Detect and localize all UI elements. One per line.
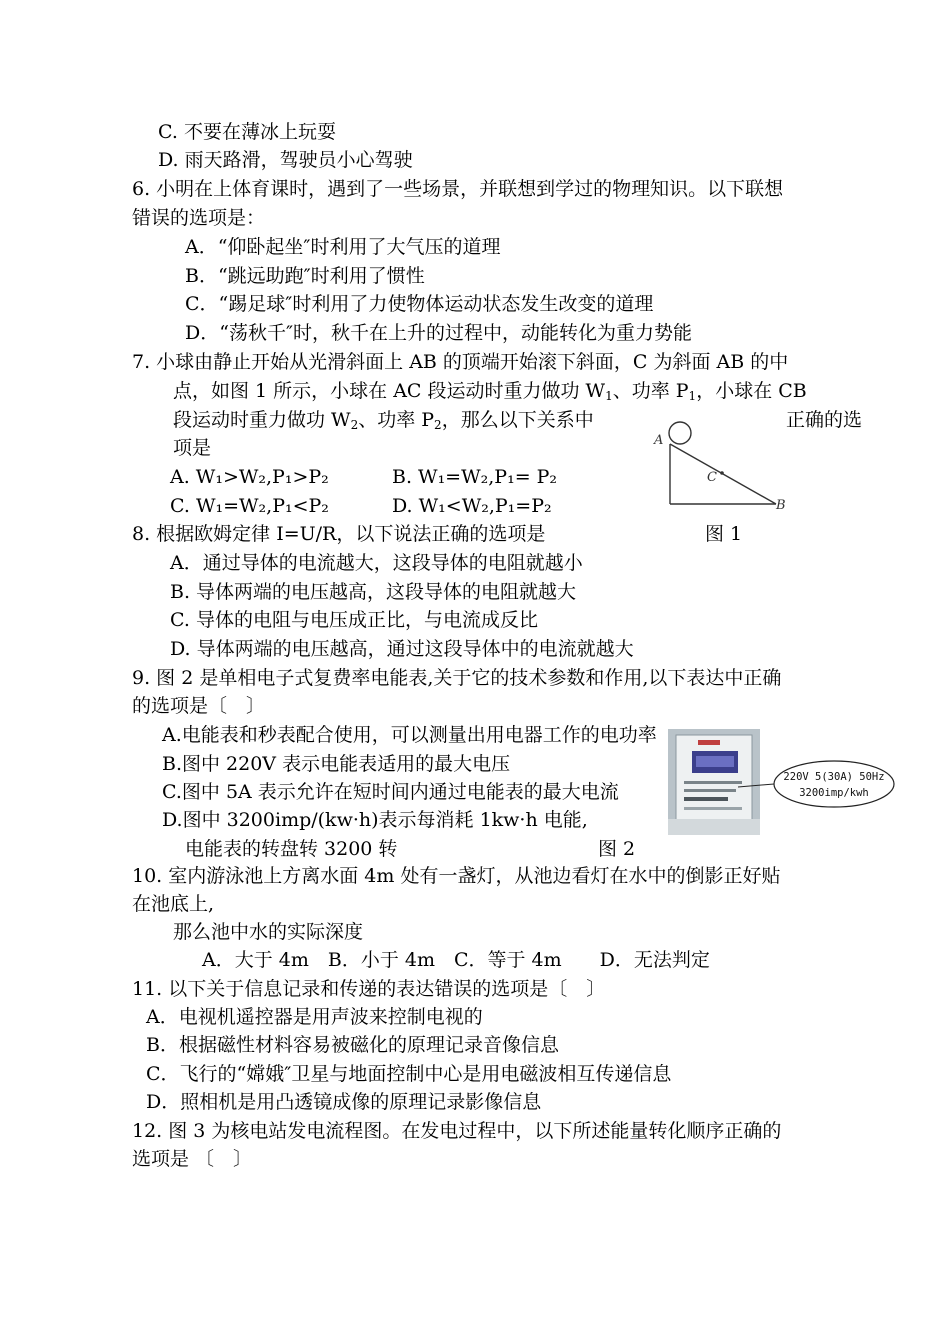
q12-stem-line2: 选项是 〔 〕 — [132, 1148, 253, 1170]
q11-stem: 11. 以下关于信息记录和传递的表达错误的选项是〔 〕 — [132, 978, 606, 1000]
q6-stem-line2: 错误的选项是： — [132, 207, 266, 229]
q5-option-c: C. 不要在薄冰上玩耍 — [158, 121, 336, 143]
meter-spec-line2: 3200imp/kwh — [799, 787, 869, 799]
q6-option-d: D．“荡秋千″时，秋千在上升的过程中，动能转化为重力势能 — [185, 322, 693, 344]
q7-option-c: C. W₁=W₂,P₁<P₂ — [170, 495, 329, 517]
q6-option-c: C．“踢足球″时利用了力使物体运动状态发生改变的道理 — [185, 293, 654, 315]
spec-callout-ellipse — [774, 761, 894, 807]
q9-option-c: C.图中 5A 表示允许在短时间内通过电能表的最大电流 — [162, 781, 619, 803]
q6-option-a: A．“仰卧起坐″时利用了大气压的道理 — [185, 236, 501, 258]
ball-icon — [669, 422, 691, 444]
q10-stem-line1: 10. 室内游泳池上方离水面 4m 处有一盏灯，从池边看灯在水中的倒影正好贴 — [132, 865, 781, 887]
q8-option-d: D. 导体两端的电压越高，通过这段导体中的电流就越大 — [170, 638, 634, 660]
label-a: A — [654, 433, 664, 448]
q8-stem: 8. 根据欧姆定律 I=U/R，以下说法正确的选项是 — [132, 523, 546, 545]
q7-option-a: A. W₁>W₂,P₁>P₂ — [170, 466, 329, 488]
midpoint-c-dot — [720, 471, 724, 475]
q11-option-c: C．飞行的“嫦娥″卫星与地面控制中心是用电磁波相互传递信息 — [146, 1063, 672, 1085]
q7-stem-line3: 段运动时重力做功 $W_2$、功率 $P_2$，那么以下关系中 — [173, 409, 594, 432]
q6-stem-line1: 6. 小明在上体育课时，遇到了一些场景，并联想到学过的物理知识。以下联想 — [132, 178, 784, 200]
meter-bottom-edge — [668, 819, 760, 835]
q8-option-c: C. 导体的电阻与电压成正比，与电流成反比 — [170, 609, 538, 631]
meter-text-row — [684, 807, 742, 810]
figure-1-incline — [650, 418, 800, 513]
q11-option-a: A．电视机遥控器是用声波来控制电视的 — [146, 1006, 483, 1028]
q7-stem-line1: 7. 小球由静止开始从光滑斜面上 AB 的顶端开始滚下斜面，C 为斜面 AB 的中 — [132, 351, 789, 373]
q9-stem-line1: 9. 图 2 是单相电子式复费率电能表,关于它的技术参数和作用,以下表达中正确 — [132, 667, 782, 689]
label-c: C — [707, 470, 717, 485]
q10-stem-line3: 那么池中水的实际深度 — [173, 921, 364, 943]
meter-lcd-digits — [696, 756, 734, 767]
q7-stem-line3-end: 正确的选 — [786, 409, 863, 431]
meter-text-row — [684, 789, 736, 792]
q10-stem-line2: 在池底上, — [132, 893, 215, 915]
q12-stem-line1: 12. 图 3 为核电站发电流程图。在发电过程中，以下所述能量转化顺序正确的 — [132, 1120, 782, 1142]
q10-options: A．大于 4m B．小于 4m C．等于 4m D．无法判定 — [202, 949, 710, 971]
q7-option-d: D. W₁<W₂,P₁=P₂ — [392, 495, 552, 517]
q9-option-a: A.电能表和秒表配合使用，可以测量出用电器工作的电功率 — [162, 724, 657, 746]
figure-1-caption: 图 1 — [705, 523, 743, 545]
meter-spec-line1: 220V 5(30A) 50Hz — [783, 771, 885, 783]
figure-2-caption: 图 2 — [598, 838, 636, 860]
meter-text-row — [684, 781, 742, 784]
q11-option-d: D．照相机是用凸透镜成像的原理记录影像信息 — [146, 1091, 542, 1113]
meter-brand-mark — [698, 740, 720, 745]
q7-option-b: B. W₁=W₂,P₁= P₂ — [392, 466, 558, 488]
q9-option-d-line2: 电能表的转盘转 3200 转 — [185, 838, 398, 860]
q5-option-d: D. 雨天路滑，驾驶员小心驾驶 — [158, 149, 413, 171]
q6-option-b: B．“跳远助跑″时利用了惯性 — [185, 265, 425, 287]
q7-stem-line4: 项是 — [173, 437, 212, 459]
q7-stem-line2: 点，如图 1 所示，小球在 AC 段运动时重力做功 $W_1$、功率 $P_1$，小球在 CB — [173, 380, 807, 403]
q8-option-a: A．通过导体的电流越大，这段导体的电阻就越小 — [170, 552, 583, 574]
q11-option-b: B．根据磁性材料容易被磁化的原理记录音像信息 — [146, 1034, 559, 1056]
meter-barcode — [684, 797, 728, 801]
figure-2-electric-meter — [668, 729, 898, 837]
q8-option-b: B. 导体两端的电压越高，这段导体的电阻就越大 — [170, 581, 577, 603]
label-b: B — [776, 498, 786, 513]
q9-stem-line2: 的选项是〔 〕 — [132, 695, 266, 717]
q9-option-d-line1: D.图中 3200imp/(kw·h)表示每消耗 1kw·h 电能, — [162, 809, 588, 831]
q9-option-b: B.图中 220V 表示电能表适用的最大电压 — [162, 753, 511, 775]
